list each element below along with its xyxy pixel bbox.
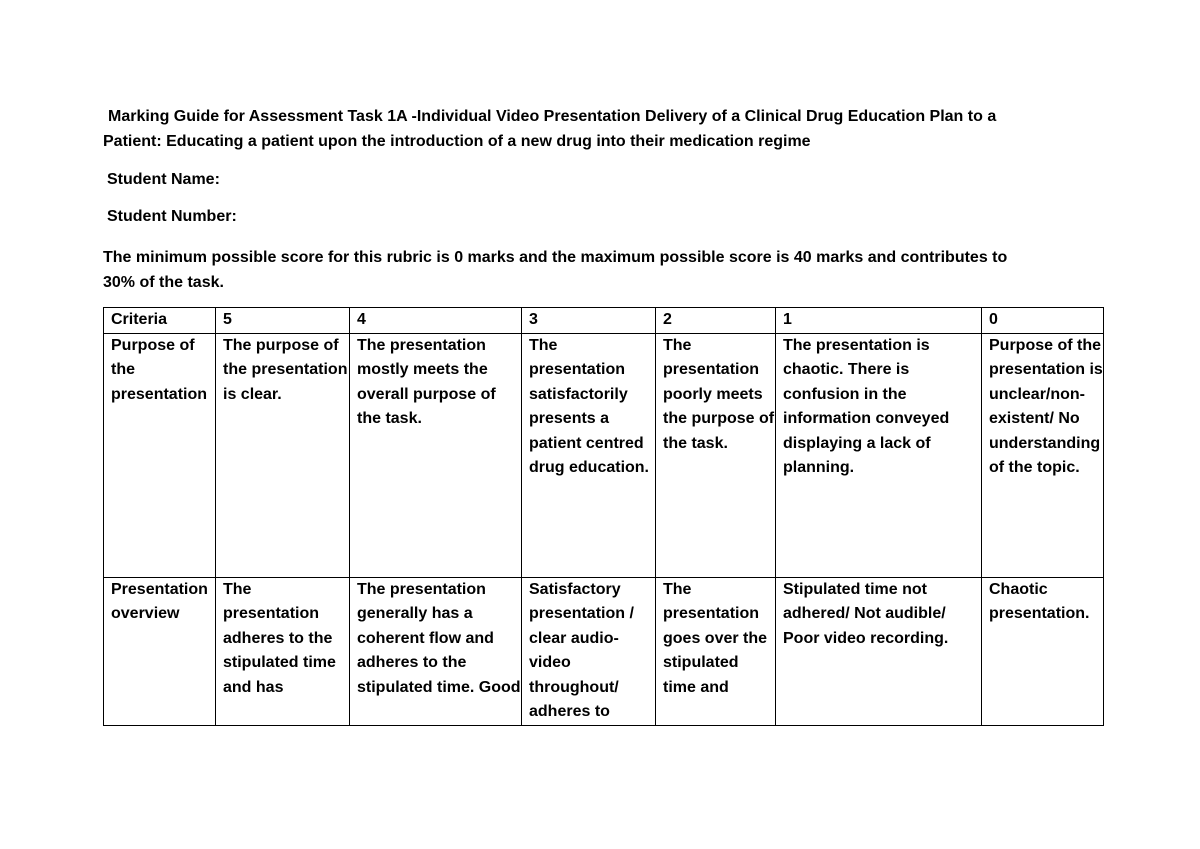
criteria-cell: Presentation overview [104,577,216,725]
title-line-1: Marking Guide for Assessment Task 1A -Individual Video Presentation Delivery of a Clinical Drug Education Plan to a [108,108,997,125]
table-row [104,577,1104,725]
student-number-label: Student Number: [107,208,237,225]
score-4-cell: The presentation generally has a coherent flow and adheres to the stipulated time. Good [350,577,522,725]
rubric-header-row [104,308,1104,334]
score-5-cell: The presentation adheres to the stipulated time and has [216,577,350,725]
document-title [103,104,1093,154]
score-line-1: The minimum possible score for this rubric is 0 marks and the maximum possible score is 40 marks and contributes to [103,249,1008,266]
score-3-cell: The presentation satisfactorily presents a patient centred drug education. [522,333,656,577]
header-score-1: 1 [776,308,982,334]
table-row [104,333,1104,577]
header-criteria: Criteria [104,308,216,334]
score-4-cell: The presentation mostly meets the overall purpose of the task. [350,333,522,577]
student-name-label: Student Name: [107,171,220,188]
header-score-0: 0 [982,308,1104,334]
score-5-cell: The purpose of the presentation is clear. [216,333,350,577]
score-1-cell: The presentation is chaotic. There is confusion in the information conveyed displaying a lack of planning. [776,333,982,577]
score-statement [103,245,1093,295]
header-score-5: 5 [216,308,350,334]
criteria-cell: Purpose of the presentation [104,333,216,577]
score-3-cell: Satisfactory presentation / clear audio-video throughout/ adheres to [522,577,656,725]
score-1-cell: Stipulated time not adhered/ Not audible/ Poor video recording. [776,577,982,725]
score-0-cell: Purpose of the presentation is unclear/non-existent/ No understanding of the topic. [982,333,1104,577]
score-0-cell: Chaotic presentation. [982,577,1104,725]
header-score-2: 2 [656,308,776,334]
score-2-cell: The presentation poorly meets the purpose of the task. [656,333,776,577]
score-line-2: 30% of the task. [103,274,224,291]
header-score-4: 4 [350,308,522,334]
rubric-table [103,307,1104,726]
header-score-3: 3 [522,308,656,334]
title-line-2: Patient: Educating a patient upon the introduction of a new drug into their medication regime [103,133,811,150]
score-2-cell: The presentation goes over the stipulated time and [656,577,776,725]
